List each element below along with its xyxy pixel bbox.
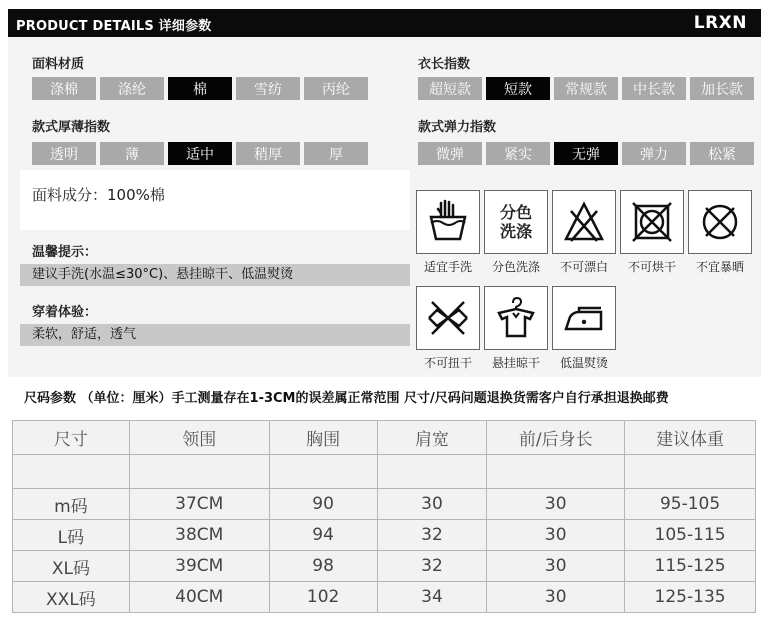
care-item-label: 不可烘干 xyxy=(627,260,676,274)
elasticity-option: 弹力 xyxy=(622,142,686,165)
wear-feel-title: 穿着体验： xyxy=(32,305,98,320)
thickness-option-selected: 适中 xyxy=(168,142,232,165)
column-header: 肩宽 xyxy=(377,421,487,455)
length-options xyxy=(418,77,754,100)
table-row xyxy=(13,551,756,582)
table-cell: 38CM xyxy=(129,520,269,551)
header-bar xyxy=(8,9,761,37)
elasticity-option: 微弹 xyxy=(418,142,482,165)
column-header: 胸围 xyxy=(269,421,377,455)
elasticity-label: 款式弹力指数 xyxy=(418,120,497,135)
length-option: 中长款 xyxy=(622,77,686,100)
care-tips-title: 温馨提示： xyxy=(32,245,98,260)
table-cell: 40CM xyxy=(129,582,269,613)
table-cell: 90 xyxy=(269,489,377,520)
table-cell: 98 xyxy=(269,551,377,582)
separate-wash-icon xyxy=(484,190,548,254)
care-item xyxy=(688,190,752,275)
elasticity-option: 紧实 xyxy=(486,142,550,165)
no-tumble-dry-icon xyxy=(629,199,675,245)
care-item xyxy=(552,286,616,371)
table-cell: 34 xyxy=(377,582,487,613)
wear-feel xyxy=(20,302,410,346)
table-cell: 32 xyxy=(377,551,487,582)
length-option: 超短款 xyxy=(418,77,482,100)
care-item xyxy=(552,190,616,275)
material-option: 涤纶 xyxy=(100,77,164,100)
table-cell: L码 xyxy=(13,520,130,551)
table-cell: 32 xyxy=(377,520,487,551)
table-row xyxy=(13,489,756,520)
material-options xyxy=(32,77,368,100)
thickness-option: 厚 xyxy=(304,142,368,165)
care-item-label: 不可漂白 xyxy=(559,260,608,274)
care-item-label: 不可扭干 xyxy=(423,356,472,370)
separate-wash-glyph-top: 分色 xyxy=(499,203,532,222)
thickness-options xyxy=(32,142,368,165)
table-cell: 39CM xyxy=(129,551,269,582)
care-item-label: 分色洗涤 xyxy=(491,260,540,274)
size-table xyxy=(12,420,756,613)
care-item xyxy=(416,286,480,371)
care-tips xyxy=(20,242,410,286)
material-option: 丙纶 xyxy=(304,77,368,100)
page-title: PRODUCT DETAILS 详细参数 xyxy=(16,19,212,34)
length-option: 加长款 xyxy=(690,77,754,100)
wear-feel-text: 柔软，舒适，透气 xyxy=(20,324,410,346)
elasticity-option-selected: 无弹 xyxy=(554,142,618,165)
table-cell: 30 xyxy=(487,520,625,551)
table-spacer-row xyxy=(13,455,756,489)
table-header-row xyxy=(13,421,756,455)
column-header: 领围 xyxy=(129,421,269,455)
table-cell: 94 xyxy=(269,520,377,551)
care-item-label: 低温熨烫 xyxy=(559,356,608,370)
material-option: 涤棉 xyxy=(32,77,96,100)
table-cell: 125-135 xyxy=(625,582,756,613)
table-cell: 30 xyxy=(487,489,625,520)
table-cell: XXL码 xyxy=(13,582,130,613)
elasticity-options xyxy=(418,142,754,165)
table-cell: m码 xyxy=(13,489,130,520)
hand-wash-icon xyxy=(425,199,471,245)
material-option-selected: 棉 xyxy=(168,77,232,100)
table-row xyxy=(13,520,756,551)
no-sun-dry-icon xyxy=(697,199,743,245)
material-option: 雪纺 xyxy=(236,77,300,100)
thickness-option: 薄 xyxy=(100,142,164,165)
material-label: 面料材质 xyxy=(32,57,85,72)
table-cell: 105-115 xyxy=(625,520,756,551)
length-option: 常规款 xyxy=(554,77,618,100)
length-option-selected: 短款 xyxy=(486,77,550,100)
fabric-composition: 面料成分：100%棉 xyxy=(20,170,410,230)
table-cell: 30 xyxy=(487,582,625,613)
care-item xyxy=(416,190,480,275)
no-bleach-icon xyxy=(561,199,607,245)
table-cell: 115-125 xyxy=(625,551,756,582)
care-item xyxy=(620,190,684,275)
table-cell: XL码 xyxy=(13,551,130,582)
table-row xyxy=(13,582,756,613)
care-tips-text: 建议手洗(水温≤30°C)、悬挂晾干、低温熨烫 xyxy=(20,264,410,286)
table-cell: 30 xyxy=(377,489,487,520)
column-header: 建议体重 xyxy=(625,421,756,455)
thickness-option: 透明 xyxy=(32,142,96,165)
column-header: 尺寸 xyxy=(13,421,130,455)
care-item-label: 悬挂晾干 xyxy=(491,356,540,370)
elasticity-option: 松紧 xyxy=(690,142,754,165)
brand-logo: LRXN xyxy=(693,13,747,33)
care-item-label: 适宜手洗 xyxy=(423,260,472,274)
table-cell: 30 xyxy=(487,551,625,582)
thickness-option: 稍厚 xyxy=(236,142,300,165)
no-wring-icon xyxy=(425,295,471,341)
table-cell: 95-105 xyxy=(625,489,756,520)
care-item-label: 不宜暴晒 xyxy=(695,260,744,274)
low-iron-icon xyxy=(561,295,607,341)
table-cell: 37CM xyxy=(129,489,269,520)
table-cell: 102 xyxy=(269,582,377,613)
column-header: 前/后身长 xyxy=(487,421,625,455)
hang-dry-icon xyxy=(493,295,539,341)
care-item xyxy=(484,190,548,275)
thickness-label: 款式厚薄指数 xyxy=(32,120,111,135)
care-item xyxy=(484,286,548,371)
separate-wash-glyph-bottom: 洗涤 xyxy=(499,222,532,241)
length-label: 衣长指数 xyxy=(418,57,471,72)
size-caption: 尺码参数 （单位：厘米）手工测量存在1-3CM的误差属正常范围 尺寸/尺码问题退换货需客户自行承担退换邮费 xyxy=(24,391,669,406)
